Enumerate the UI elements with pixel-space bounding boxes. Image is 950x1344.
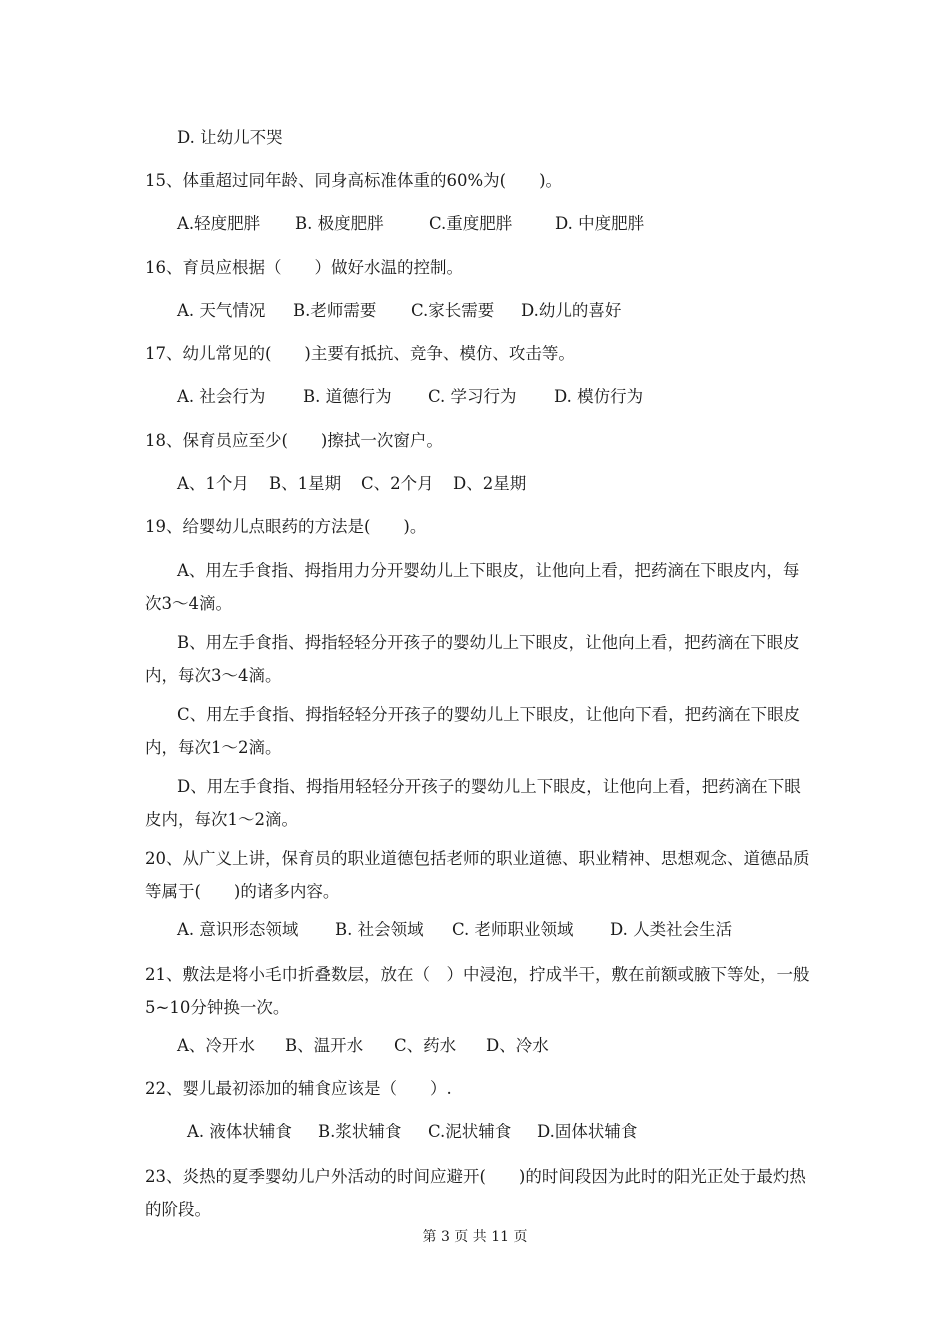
question-23: 23、炎热的夏季婴幼儿户外活动的时间应避开( )的时间段因为此时的阳光正处于最灼热的阶段。	[145, 1167, 806, 1219]
q16-option-d: D.幼儿的喜好	[521, 301, 622, 320]
question-16: 16、育员应根据（ ）做好水温的控制。	[145, 258, 463, 277]
q20-option-d: D. 人类社会生活	[610, 920, 733, 939]
q21-option-a: A、冷开水	[177, 1036, 255, 1055]
question-18: 18、保育员应至少( )擦拭一次窗户。	[145, 431, 443, 450]
question-22: 22、婴儿最初添加的辅食应该是（ ）.	[145, 1079, 452, 1098]
q15-option-b: B. 极度肥胖	[295, 214, 384, 233]
q21-options	[177, 1035, 549, 1057]
q18-option-c: C、2个月	[361, 474, 434, 493]
q16-option-c: C.家长需要	[411, 301, 495, 320]
q16-options	[177, 300, 621, 322]
q19-option-d: D、用左手食指、拇指用轻轻分开孩子的婴幼儿上下眼皮，让他向上看，把药滴在下眼皮内，每次1～2滴。	[145, 777, 801, 829]
q15-options	[177, 213, 644, 235]
q20-options	[177, 919, 732, 941]
q22-options	[187, 1121, 637, 1143]
q22-option-c: C.泥状辅食	[428, 1122, 512, 1141]
q15-option-a: A.轻度肥胖	[177, 214, 261, 233]
q16-option-a: A. 天气情况	[177, 301, 266, 320]
q22-option-d: D.固体状辅食	[537, 1122, 638, 1141]
q22-option-b: B.浆状辅食	[318, 1122, 402, 1141]
q17-option-d: D. 模仿行为	[554, 387, 644, 406]
q20-option-b: B. 社会领域	[335, 920, 424, 939]
q18-option-d: D、2星期	[453, 474, 527, 493]
question-20: 20、从广义上讲，保育员的职业道德包括老师的职业道德、职业精神、思想观念、道德品质等属于( )的诸多内容。	[145, 849, 810, 901]
question-17: 17、幼儿常见的( )主要有抵抗、竞争、模仿、攻击等。	[145, 344, 575, 363]
question-19: 19、给婴幼儿点眼药的方法是( )。	[145, 517, 427, 536]
q18-option-a: A、1个月	[177, 474, 249, 493]
q17-options	[177, 386, 643, 408]
q19-option-a: A、用左手食指、拇指用力分开婴幼儿上下眼皮，让他向上看，把药滴在下眼皮内，每次3～4滴。	[145, 561, 800, 613]
question-15: 15、体重超过同年龄、同身高标准体重的60%为( )。	[145, 171, 563, 190]
q20-option-a: A. 意识形态领域	[177, 920, 299, 939]
q21-option-b: B、温开水	[285, 1036, 364, 1055]
q19-option-b: B、用左手食指、拇指轻轻分开孩子的婴幼儿上下眼皮，让他向上看，把药滴在下眼皮内，每次3～4滴。	[145, 633, 800, 685]
q15-option-d: D. 中度肥胖	[555, 214, 645, 233]
q14-option-d: D. 让幼儿不哭	[177, 128, 283, 147]
q18-options	[177, 473, 526, 495]
q17-option-b: B. 道德行为	[303, 387, 392, 406]
q16-option-b: B.老师需要	[293, 301, 377, 320]
q18-option-b: B、1星期	[269, 474, 342, 493]
question-21: 21、敷法是将小毛巾折叠数层，放在（ ）中浸泡，拧成半干，敷在前额或腋下等处，一般5~10分钟换一次。	[145, 965, 810, 1017]
q15-option-c: C.重度肥胖	[429, 214, 513, 233]
q20-option-c: C. 老师职业领域	[452, 920, 574, 939]
q17-option-a: A. 社会行为	[177, 387, 266, 406]
page-footer: 第 3 页 共 11 页	[422, 1229, 528, 1245]
q19-option-c: C、用左手食指、拇指轻轻分开孩子的婴幼儿上下眼皮，让他向下看，把药滴在下眼皮内，每次1～2滴。	[145, 705, 801, 757]
q22-option-a: A. 液体状辅食	[187, 1122, 292, 1141]
q21-option-d: D、冷水	[486, 1036, 549, 1055]
q17-option-c: C. 学习行为	[428, 387, 517, 406]
q21-option-c: C、药水	[394, 1036, 457, 1055]
